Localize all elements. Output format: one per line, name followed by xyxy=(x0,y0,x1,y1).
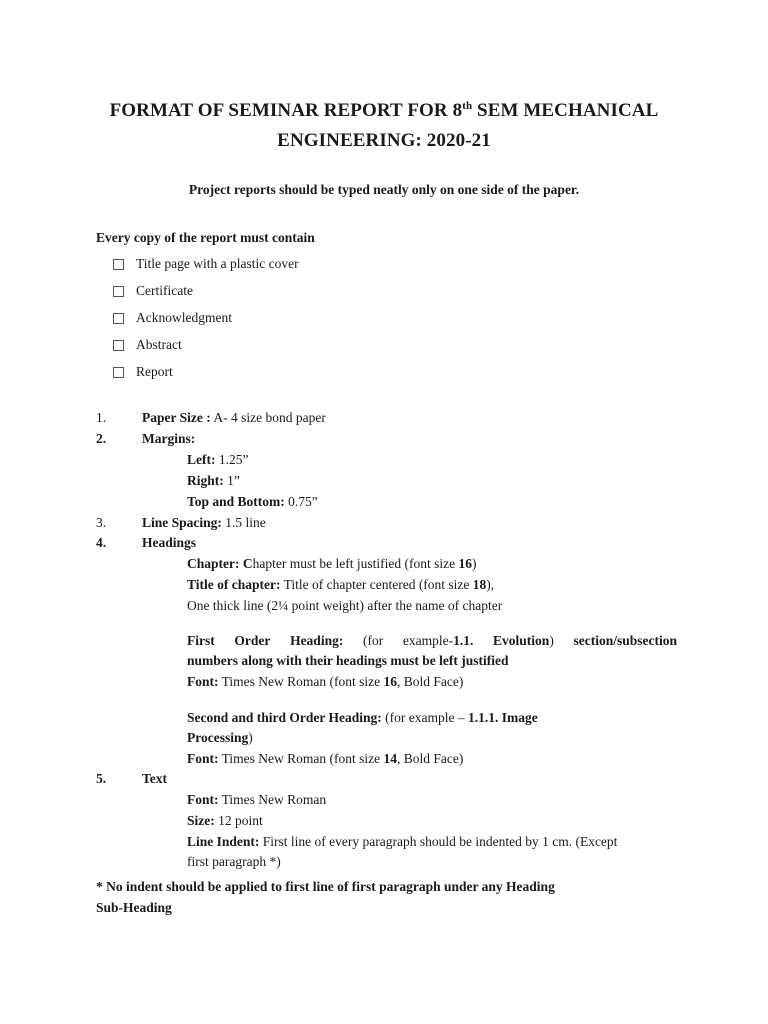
first-order-example-word: Evolution xyxy=(493,633,550,648)
second-order-font-label: Font: xyxy=(187,751,219,766)
text-font-label: Font: xyxy=(187,792,219,807)
margin-right-line xyxy=(187,473,240,489)
second-order-label: Second and third Order Heading: xyxy=(187,710,382,725)
line-spacing-line xyxy=(142,515,266,531)
title-of-chapter-value: Title of chapter centered (font size xyxy=(280,577,473,592)
text-indent-value: First line of every paragraph should be indented by 1 cm. (Except xyxy=(259,834,618,849)
checkbox-icon xyxy=(113,259,124,270)
checklist-item: Title page with a plastic cover xyxy=(136,256,299,271)
first-order-font-end: , Bold Face) xyxy=(397,674,464,689)
first-order-line2: numbers along with their headings must be left justified xyxy=(187,653,509,668)
text-font-value: Times New Roman xyxy=(218,792,327,807)
second-order-line2 xyxy=(187,730,253,746)
chapter-value: hapter must be left justified (font size xyxy=(252,556,459,571)
margins-label: Margins: xyxy=(142,431,196,446)
second-order-font-line xyxy=(187,751,463,767)
second-order-for: (for example – xyxy=(381,710,468,725)
first-order-tail: section/subsection xyxy=(573,633,677,648)
second-order-font-end: , Bold Face) xyxy=(397,751,464,766)
first-order-for: (for xyxy=(362,633,384,648)
chapter-size: 16 xyxy=(458,556,472,571)
margin-left-line xyxy=(187,452,248,468)
section-number: 5. xyxy=(96,771,107,786)
text-font-line xyxy=(187,792,326,808)
checklist-item: Certificate xyxy=(136,283,193,298)
page-title xyxy=(60,96,708,156)
margin-tb-label: Top and Bottom: xyxy=(187,494,285,509)
margin-right-label: Right: xyxy=(187,473,224,488)
checkbox-icon xyxy=(113,286,124,297)
first-order-heading-line xyxy=(187,633,677,649)
chapter-label: Chapter: xyxy=(187,556,240,571)
title-superscript: th xyxy=(462,100,473,112)
second-order-heading-line xyxy=(187,710,538,726)
margin-left-label: Left: xyxy=(187,452,216,467)
first-order-font-line xyxy=(187,674,463,690)
second-order-close: ) xyxy=(248,730,253,745)
paper-size-label: Paper Size : xyxy=(142,410,211,425)
line-spacing-label: Line Spacing: xyxy=(142,515,222,530)
title-of-chapter-size: 18 xyxy=(472,577,487,592)
section-number: 3. xyxy=(96,515,107,530)
section-number: 4. xyxy=(96,535,107,550)
section-number: 2. xyxy=(96,431,107,446)
chapter-end: ) xyxy=(471,556,477,571)
text-size-line xyxy=(187,813,263,829)
checkbox-icon xyxy=(113,367,124,378)
checklist-item: Report xyxy=(136,364,173,379)
text-size-label: Size: xyxy=(187,813,215,828)
first-order-close: ) xyxy=(549,633,554,648)
title-of-chapter-end: ), xyxy=(486,577,495,592)
first-order-font-value: Times New Roman (font size xyxy=(218,674,384,689)
thick-line-note: One thick line (2¼ point weight) after the name of chapter xyxy=(187,598,503,613)
title-of-chapter-line xyxy=(187,577,494,593)
second-order-processing: Processing xyxy=(187,730,249,745)
paper-size-line xyxy=(142,410,326,426)
margin-left-value: 1.25” xyxy=(215,452,249,467)
checkbox-icon xyxy=(113,313,124,324)
section-number: 1. xyxy=(96,410,107,425)
checkbox-icon xyxy=(113,340,124,351)
margin-tb-value: 0.75” xyxy=(284,494,318,509)
text-indent-line xyxy=(187,834,617,850)
contains-heading: Every copy of the report must contain xyxy=(96,230,315,245)
checklist-item: Acknowledgment xyxy=(136,310,232,325)
headings-label: Headings xyxy=(142,535,197,550)
line-spacing-value: 1.5 line xyxy=(221,515,266,530)
second-order-font-size: 14 xyxy=(383,751,397,766)
chapter-initial: C xyxy=(239,556,253,571)
first-order-word3: Heading: xyxy=(290,633,344,648)
margin-tb-line xyxy=(187,494,318,510)
chapter-line xyxy=(187,556,476,572)
first-order-font-label: Font: xyxy=(187,674,219,689)
margin-right-value: 1” xyxy=(223,473,240,488)
first-order-example-number: 1.1. xyxy=(453,633,474,648)
second-order-example: 1.1.1. Image xyxy=(468,710,538,725)
title-line1-end: SEM MECHANICAL xyxy=(472,100,659,121)
first-order-word1: First xyxy=(187,633,215,648)
title-line2: ENGINEERING: 2020-21 xyxy=(277,130,491,151)
title-line1: FORMAT OF SEMINAR REPORT FOR 8 xyxy=(109,100,463,121)
first-order-font-size: 16 xyxy=(383,674,397,689)
text-label: Text xyxy=(142,771,168,786)
paper-size-value: A- 4 size bond paper xyxy=(210,410,326,425)
footnote-line2: Sub-Heading xyxy=(96,900,172,915)
title-of-chapter-label: Title of chapter: xyxy=(187,577,281,592)
text-size-value: 12 point xyxy=(214,813,263,828)
text-indent-label: Line Indent: xyxy=(187,834,260,849)
subtitle: Project reports should be typed neatly only on one side of the paper. xyxy=(188,182,580,197)
footnote-line1: * No indent should be applied to first line of first paragraph under any Heading xyxy=(96,879,555,894)
checklist-item: Abstract xyxy=(136,337,182,352)
first-order-example: example- xyxy=(402,633,454,648)
first-order-word2: Order xyxy=(234,633,271,648)
text-indent-line2: first paragraph *) xyxy=(187,854,281,869)
second-order-font-value: Times New Roman (font size xyxy=(218,751,384,766)
